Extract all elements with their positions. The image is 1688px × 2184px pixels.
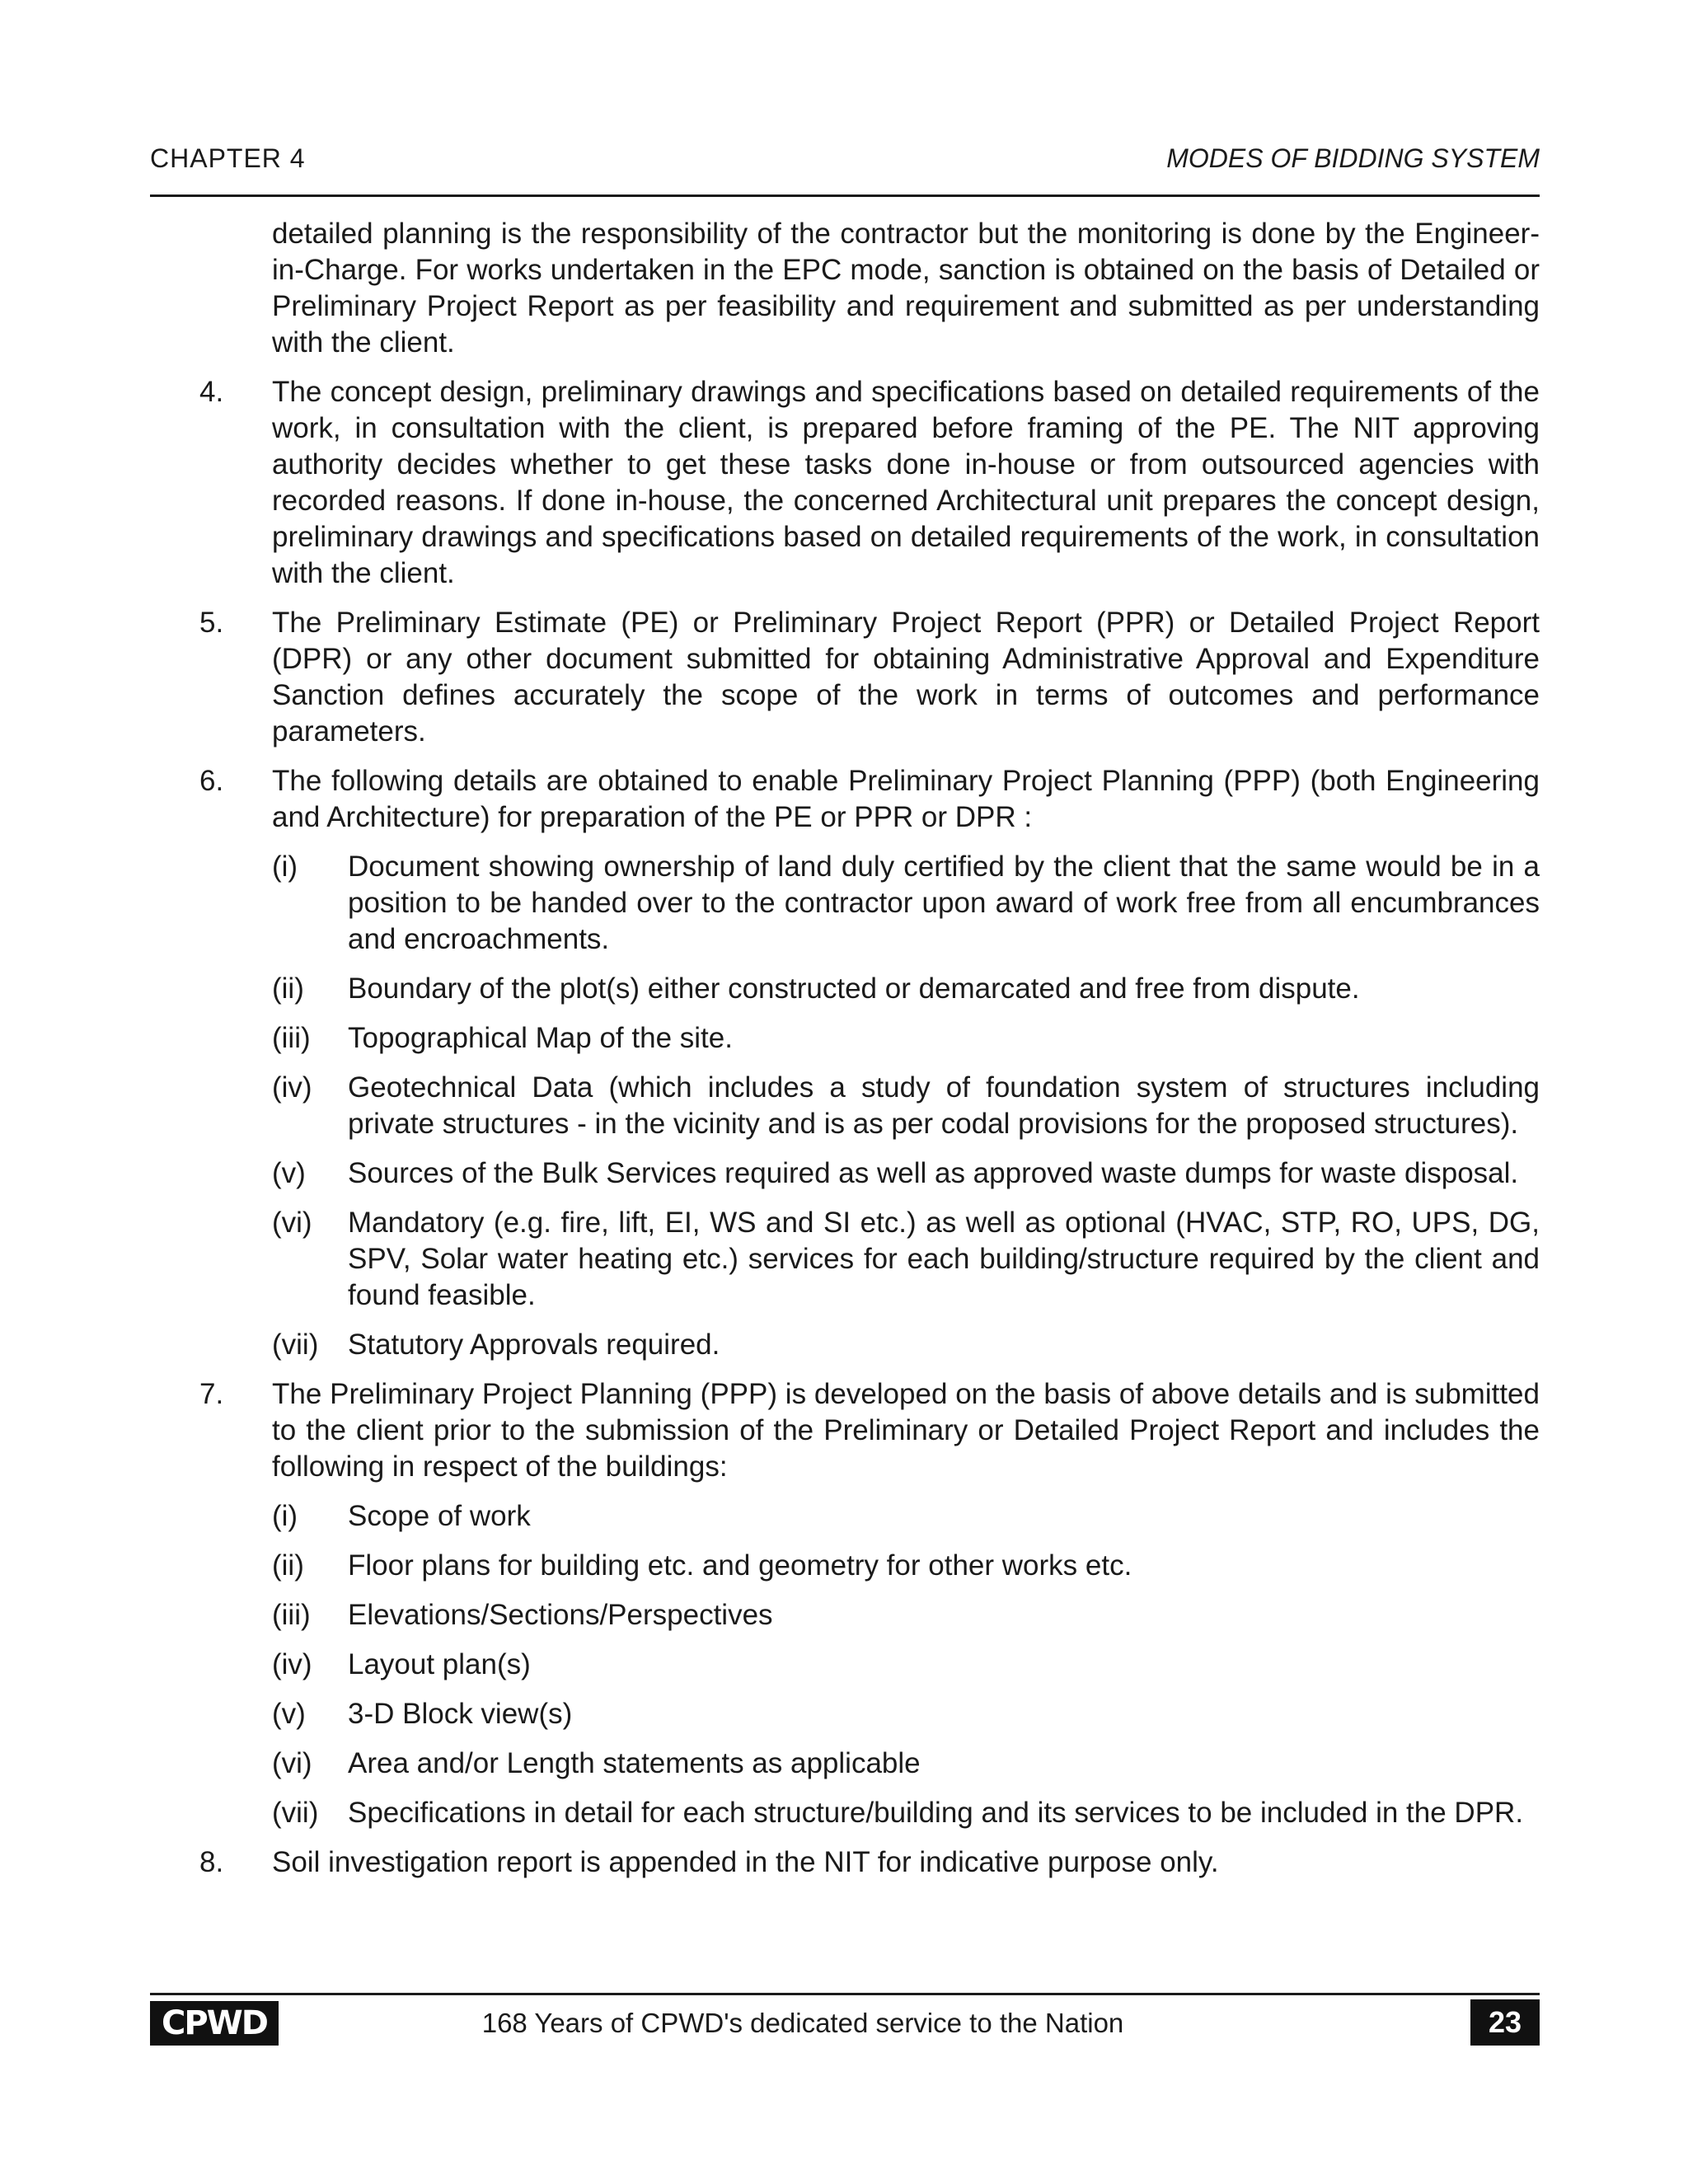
sub-list-item-text: Geotechnical Data (which includes a study of foundation system of structures including private structures - in the vicinity and is as per codal provisions for the proposed structures). — [348, 1071, 1540, 1140]
list-item — [150, 763, 1540, 1363]
sub-list-item-number: (v) — [272, 1157, 306, 1189]
list-item-body — [272, 605, 1540, 750]
sub-list-item-number: (i) — [272, 851, 298, 883]
sub-list-item — [272, 1647, 1540, 1683]
sub-list-item-number: (iv) — [272, 1648, 312, 1680]
list-item-body — [272, 763, 1540, 1363]
sub-list-item-number: (vii) — [272, 1797, 319, 1829]
sub-list-item-text: Floor plans for building etc. and geometry for other works etc. — [348, 1549, 1132, 1582]
list-item-number: 8. — [199, 1846, 224, 1878]
sub-list — [272, 1498, 1540, 1831]
sub-list-item — [272, 1597, 1540, 1633]
intro-paragraph: detailed planning is the responsibility of the contractor but the monitoring is done by the Engineer-in-Charge. For works undertaken in the EPC mode, sanction is obtained on the basis of Detailed or Preliminary Project Report as per feasibility and requirement and submitted as per understanding with the client. — [272, 218, 1540, 359]
page-body — [150, 216, 1540, 1881]
sub-list-item — [272, 1020, 1540, 1057]
sub-list-item — [272, 1795, 1540, 1831]
sub-list-item-text: Specifications in detail for each structure/building and its services to be included in the DPR. — [348, 1797, 1524, 1829]
sub-list-item-number: (ii) — [272, 1549, 304, 1582]
sub-list-item-number: (iii) — [272, 1022, 311, 1054]
chapter-title: MODES OF BIDDING SYSTEM — [1166, 143, 1540, 173]
sub-list-item — [272, 1498, 1540, 1535]
sub-list — [272, 849, 1540, 1363]
sub-list-item — [272, 849, 1540, 958]
sub-list-item — [272, 1327, 1540, 1363]
sub-list-item-text: Elevations/Sections/Perspectives — [348, 1599, 773, 1631]
list-item-text: Soil investigation report is appended in the NIT for indicative purpose only. — [272, 1846, 1219, 1878]
list-item-body — [272, 1376, 1540, 1831]
sub-list-item-text: Layout plan(s) — [348, 1648, 531, 1680]
sub-list-item-number: (v) — [272, 1698, 306, 1730]
sub-list-item — [272, 1548, 1540, 1584]
numbered-list — [150, 374, 1540, 1881]
list-item-text: The Preliminary Project Planning (PPP) is developed on the basis of above details and is submitted to the client prior to the submission of the Preliminary or Detailed Project Report and includes the following in respect of the buildings: — [272, 1378, 1540, 1483]
cpwd-logo: CPWD — [150, 2001, 279, 2046]
footer-tagline — [0, 2008, 1688, 2039]
list-item — [150, 1844, 1540, 1881]
footer-divider — [150, 1993, 1540, 1995]
list-item-number: 7. — [199, 1378, 224, 1410]
sub-list-item — [272, 1155, 1540, 1192]
sub-list-item-number: (iii) — [272, 1599, 311, 1631]
sub-list-item-text: Boundary of the plot(s) either constructed or demarcated and free from dispute. — [348, 972, 1360, 1005]
sub-list-item-text: Scope of work — [348, 1500, 531, 1532]
chapter-label: CHAPTER 4 — [150, 143, 306, 173]
list-item-text: The concept design, preliminary drawings and specifications based on detailed requirements of the work, in consultation with the client, is prepared before framing of the PE. The NIT approving authority decides whether to get these tasks done in-house or from outsourced agencies with recorded reasons. If done in-house, the concerned Architectural unit prepares the concept design, preliminary drawings and specifications based on detailed requirements of the work, in consultation with the client. — [272, 376, 1540, 589]
list-item-text: The following details are obtained to enable Preliminary Project Planning (PPP) (both Engineering and Architecture) for preparation of the PE or PPR or DPR : — [272, 765, 1540, 833]
sub-list-item-number: (vii) — [272, 1329, 319, 1361]
list-item-number: 4. — [199, 376, 224, 408]
list-item-number: 5. — [199, 607, 224, 639]
sub-list-item-text: Mandatory (e.g. fire, lift, EI, WS and SI etc.) as well as optional (HVAC, STP, RO, UPS, DG, SPV, Solar water heating etc.) services for each building/structure required by the client and found feasible. — [348, 1207, 1540, 1311]
sub-list-item-number: (i) — [272, 1500, 298, 1532]
sub-list-item — [272, 1070, 1540, 1142]
header-divider — [150, 194, 1540, 197]
sub-list-item-number: (vi) — [272, 1747, 312, 1779]
sub-list-item-text: Topographical Map of the site. — [348, 1022, 733, 1054]
sub-list-item-number: (iv) — [272, 1071, 312, 1104]
sub-list-item-number: (vi) — [272, 1207, 312, 1239]
list-item-text: The Preliminary Estimate (PE) or Preliminary Project Report (PPR) or Detailed Project Report (DPR) or any other document submitted for obtaining Administrative Approval and Expenditure Sanction defines accurately the scope of the work in terms of outcomes and performance parameters. — [272, 607, 1540, 748]
sub-list-item — [272, 971, 1540, 1007]
list-item-body — [272, 374, 1540, 592]
sub-list-item-number: (ii) — [272, 972, 304, 1005]
sub-list-item-text: Sources of the Bulk Services required as well as approved waste dumps for waste disposal. — [348, 1157, 1519, 1189]
sub-list-item — [272, 1746, 1540, 1782]
list-item — [150, 374, 1540, 592]
sub-list-item-text: Document showing ownership of land duly certified by the client that the same would be in a position to be handed over to the contractor upon award of work free from all encumbrances and encroachments. — [348, 851, 1540, 955]
sub-list-item — [272, 1696, 1540, 1732]
list-item-body — [272, 1844, 1540, 1881]
sub-list-item-text: 3-D Block view(s) — [348, 1698, 573, 1730]
list-item — [150, 605, 1540, 750]
list-item-number: 6. — [199, 765, 224, 797]
footer-tagline-text: 168 Years of CPWD's dedicated service to the Nation — [481, 2008, 1124, 2038]
sub-list-item — [272, 1205, 1540, 1314]
page-number: 23 — [1470, 1999, 1540, 2046]
sub-list-item-text: Area and/or Length statements as applicable — [348, 1747, 921, 1779]
list-item — [150, 1376, 1540, 1831]
sub-list-item-text: Statutory Approvals required. — [348, 1329, 720, 1361]
